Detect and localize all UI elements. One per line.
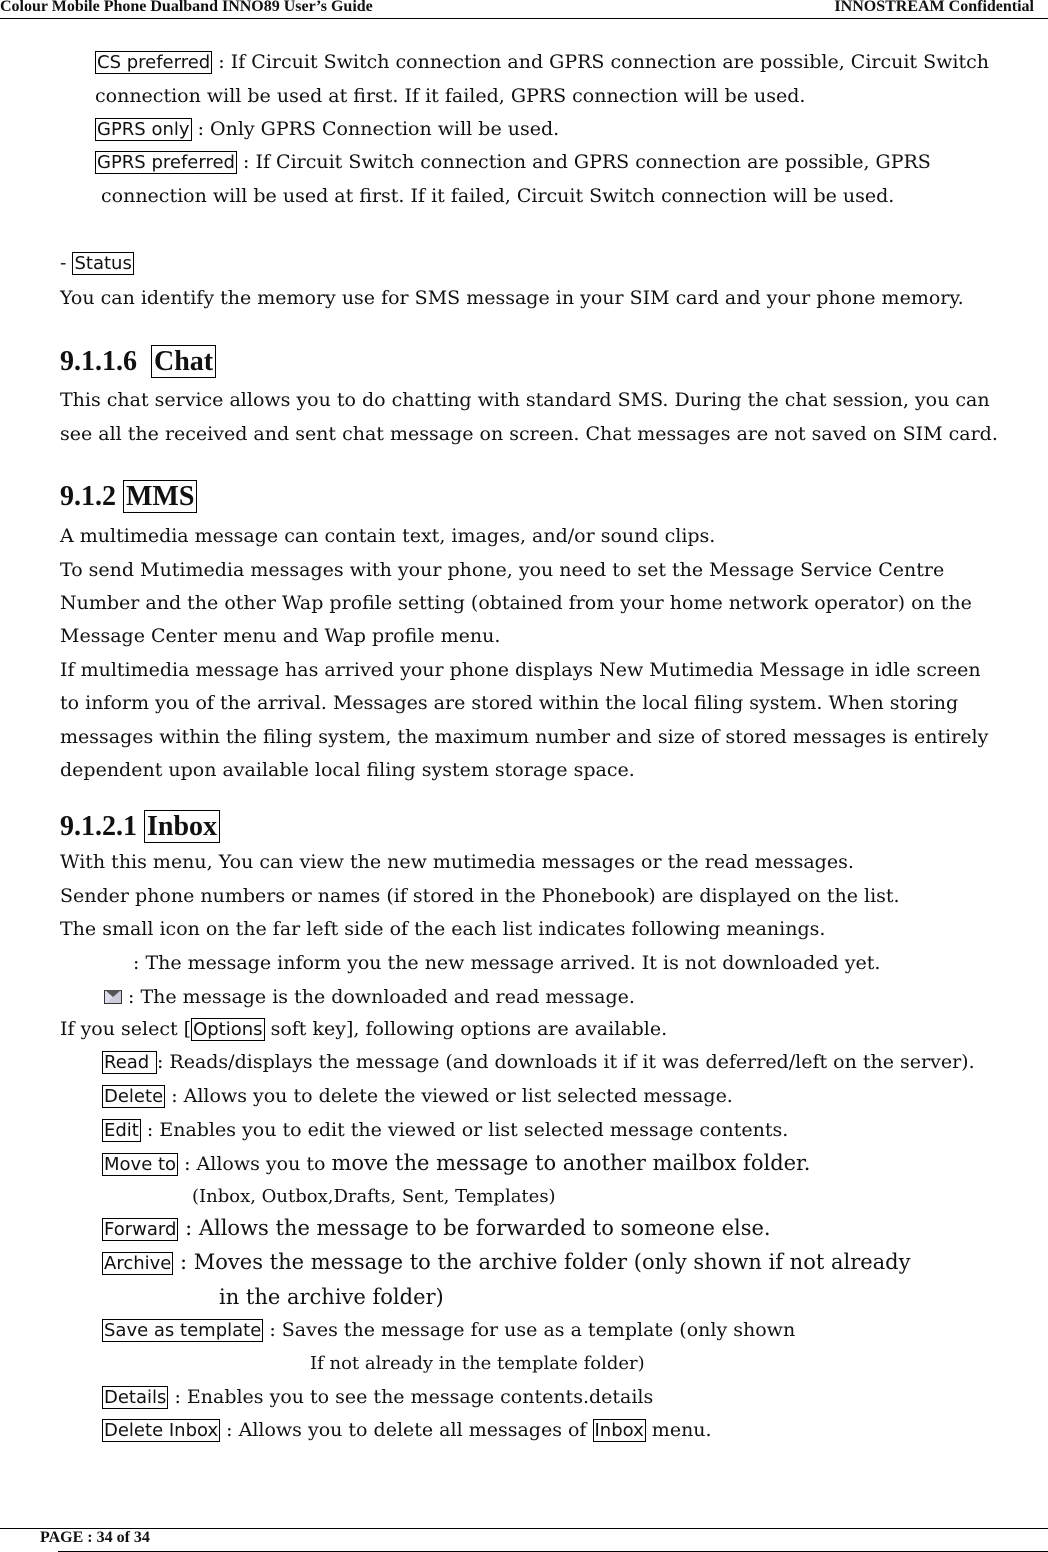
chat-heading (60, 345, 216, 379)
icon-read-line (104, 985, 635, 1009)
option-delete (102, 1084, 733, 1109)
status-heading (60, 251, 134, 276)
mms-number: 9.1.2 (60, 481, 116, 512)
mms-title: MMS (123, 480, 197, 513)
mms-heading (60, 480, 197, 514)
option-archive-cont: in the archive folder) (219, 1285, 444, 1309)
status-text: You can identify the memory use for SMS message in your SIM card and your phone memory. (60, 287, 964, 309)
option-archive-text: : Moves the message to the archive folder (only shown if not already (173, 1250, 911, 1274)
gprs-preferred-line (95, 150, 931, 175)
option-read-label: Read (104, 1052, 155, 1073)
option-move-text-a: : Allows you to (178, 1153, 332, 1175)
option-delete-text: : Allows you to delete the viewed or list selected message. (165, 1085, 733, 1107)
header-doc-title: Colour Mobile Phone Dualband INNO89 User’s Guide (0, 0, 373, 15)
cs-preferred-label: CS preferred (97, 52, 211, 73)
status-label: Status (74, 253, 132, 274)
options-intro (60, 1017, 667, 1042)
option-details (102, 1385, 653, 1410)
option-details-text: : Enables you to see the message contents.details (168, 1386, 654, 1408)
gprs-only-line (95, 117, 559, 142)
inbox-number: 9.1.2.1 (60, 811, 137, 842)
option-read-text: : Reads/displays the message (and downloads it if it was deferred/left on the server). (156, 1051, 975, 1073)
chat-line-2: see all the received and sent chat message on screen. Chat messages are not saved on SIM card. (60, 423, 998, 445)
mms-line: Number and the other Wap profile setting (obtained from your home network operator) on the (60, 592, 972, 614)
read-message-icon (104, 990, 122, 1004)
option-delete-inbox-label: Delete Inbox (104, 1420, 219, 1441)
option-save-label: Save as template (104, 1320, 262, 1341)
cs-preferred-text: : If Circuit Switch connection and GPRS connection are possible, Circuit Switch (212, 51, 989, 73)
mms-line: Message Center menu and Wap profile menu. (60, 625, 501, 647)
icon-new-desc: : The message inform you the new message arrived. It is not downloaded yet. (133, 952, 881, 974)
options-intro-post: soft key], following options are available. (264, 1018, 668, 1040)
cs-preferred-cont: connection will be used at first. If it failed, GPRS connection will be used. (95, 85, 806, 107)
header-confidential: INNOSTREAM Confidential (834, 0, 1034, 15)
inbox-title: Inbox (144, 810, 220, 843)
status-dash: - (60, 252, 73, 274)
options-intro-pre: If you select [ (60, 1018, 192, 1040)
option-save-cont: If not already in the template folder) (310, 1353, 645, 1374)
option-delete-inbox (102, 1418, 712, 1443)
inbox-heading (60, 810, 220, 844)
option-details-label: Details (104, 1387, 167, 1408)
option-read (102, 1050, 975, 1075)
chat-line-1: This chat service allows you to do chatting with standard SMS. During the chat session, you can (60, 389, 990, 411)
gprs-preferred-cont: connection will be used at first. If it failed, Circuit Switch connection will be used. (101, 185, 895, 207)
option-delete-label: Delete (104, 1086, 164, 1107)
chat-number: 9.1.1.6 (60, 346, 137, 377)
mms-line: messages within the filing system, the maximum number and size of stored messages is entirely (60, 726, 989, 748)
chat-title: Chat (151, 345, 216, 378)
icon-read-desc: : The message is the downloaded and read message. (128, 986, 635, 1008)
gprs-only-label: GPRS only (97, 119, 190, 140)
inbox-line: With this menu, You can view the new mutimedia messages or the read messages. (60, 851, 854, 873)
page-header (0, 0, 1048, 19)
option-delete-inbox-end: menu. (645, 1419, 712, 1441)
option-archive-label: Archive (104, 1253, 172, 1274)
option-edit-label: Edit (104, 1120, 139, 1141)
option-edit (102, 1118, 788, 1143)
gprs-only-text: : Only GPRS Connection will be used. (191, 118, 560, 140)
inbox-line: The small icon on the far left side of the each list indicates following meanings. (60, 918, 826, 940)
option-move-label: Move to (104, 1154, 177, 1175)
page-number: PAGE : 34 of 34 (40, 1529, 150, 1546)
page-footer (0, 1528, 1048, 1552)
inbox-line: Sender phone numbers or names (if stored in the Phonebook) are displayed on the list. (60, 885, 900, 907)
option-move-text-b: move the message to another mailbox folder. (331, 1151, 811, 1175)
option-forward (102, 1216, 771, 1242)
mms-line: If multimedia message has arrived your phone displays New Mutimedia Message in idle screen (60, 659, 981, 681)
option-move-folders: (Inbox, Outbox,Drafts, Sent, Templates) (192, 1186, 556, 1207)
cs-preferred-line (95, 50, 989, 75)
mms-line: A multimedia message can contain text, images, and/or sound clips. (60, 525, 716, 547)
option-save-template (102, 1318, 795, 1343)
option-save-text: : Saves the message for use as a template (only shown (263, 1319, 796, 1341)
mms-line: dependent upon available local filing system storage space. (60, 759, 635, 781)
option-move-to (102, 1151, 810, 1177)
gprs-preferred-text: : If Circuit Switch connection and GPRS connection are possible, GPRS (236, 151, 931, 173)
options-softkey-label: Options (193, 1019, 263, 1040)
mms-line: to inform you of the arrival. Messages are stored within the local filing system. When storing (60, 692, 959, 714)
option-archive (102, 1250, 910, 1276)
option-forward-label: Forward (104, 1219, 177, 1240)
option-forward-text: : Allows the message to be forwarded to someone else. (178, 1216, 771, 1240)
gprs-preferred-label: GPRS preferred (97, 152, 235, 173)
option-delete-inbox-text: : Allows you to delete all messages of (220, 1419, 593, 1441)
option-inbox-ref: Inbox (594, 1420, 644, 1441)
option-edit-text: : Enables you to edit the viewed or list selected message contents. (140, 1119, 789, 1141)
mms-line: To send Mutimedia messages with your phone, you need to set the Message Service Centre (60, 559, 945, 581)
